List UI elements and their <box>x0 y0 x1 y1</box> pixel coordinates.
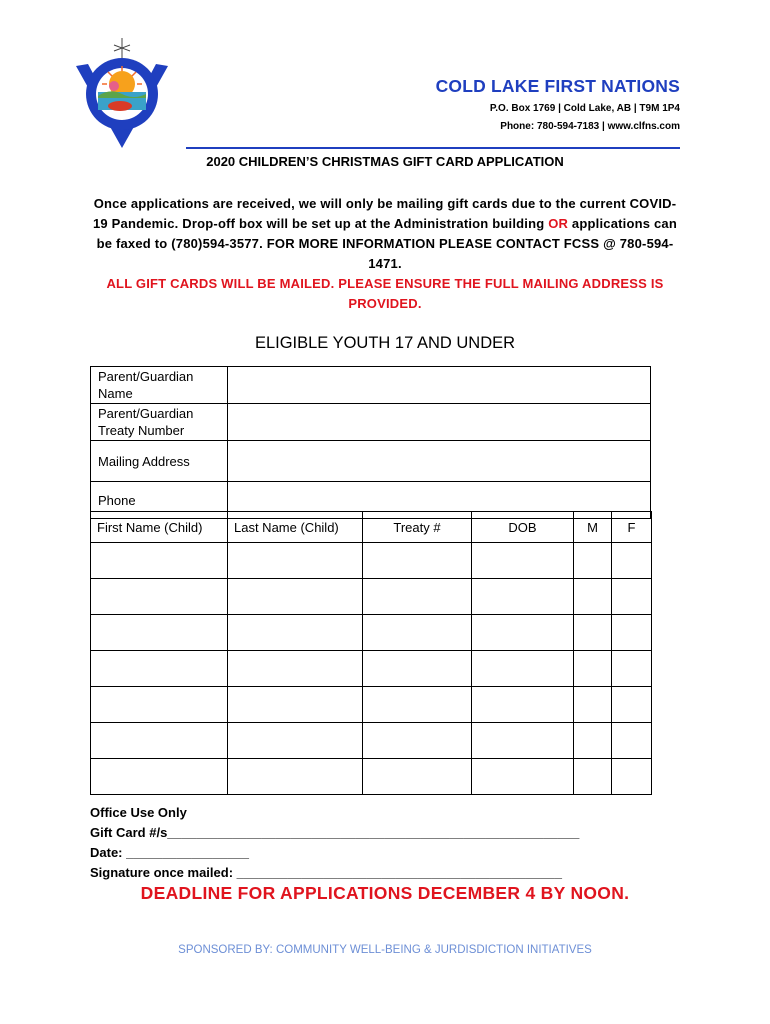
child-f-cell[interactable] <box>612 579 652 615</box>
child-last-name-cell[interactable] <box>228 687 363 723</box>
header-divider <box>186 147 680 149</box>
child-treaty-cell[interactable] <box>363 687 472 723</box>
cold-lake-first-nations-logo <box>70 36 172 152</box>
child-m-cell[interactable] <box>574 759 612 795</box>
child-f-cell[interactable] <box>612 615 652 651</box>
child-dob-cell[interactable] <box>472 687 574 723</box>
guardian-name-row <box>91 367 651 404</box>
child-last-name-cell[interactable] <box>228 579 363 615</box>
mailing-address-row <box>91 441 651 482</box>
child-first-name-cell[interactable] <box>91 687 228 723</box>
deadline-notice: DEADLINE FOR APPLICATIONS DECEMBER 4 BY NOON. <box>140 883 630 903</box>
child-row <box>91 579 652 615</box>
signature-field[interactable]: Signature once mailed: _____________________________________________ <box>90 865 562 880</box>
child-row <box>91 543 652 579</box>
office-use-section <box>90 803 579 883</box>
guardian-info-table <box>90 366 651 519</box>
child-m-cell[interactable] <box>574 579 612 615</box>
organization-contact: Phone: 780-594-7183 | www.clfns.com <box>500 121 680 132</box>
organization-address: P.O. Box 1769 | Cold Lake, AB | T9M 1P4 <box>489 103 680 114</box>
column-m: M <box>574 512 612 543</box>
child-first-name-cell[interactable] <box>91 651 228 687</box>
svg-text:❋: ❋ <box>119 138 125 144</box>
column-f: F <box>612 512 652 543</box>
child-last-name-cell[interactable] <box>228 759 363 795</box>
child-treaty-cell[interactable] <box>363 723 472 759</box>
child-first-name-cell[interactable] <box>91 543 228 579</box>
child-f-cell[interactable] <box>612 759 652 795</box>
mailing-address-field[interactable] <box>228 441 651 482</box>
child-f-cell[interactable] <box>612 687 652 723</box>
child-last-name-cell[interactable] <box>228 543 363 579</box>
children-table-body <box>91 543 652 795</box>
column-dob: DOB <box>472 512 574 543</box>
mailing-address-label: Mailing Address <box>91 441 228 482</box>
section-title: ELIGIBLE YOUTH 17 AND UNDER <box>254 334 516 352</box>
child-m-cell[interactable] <box>574 651 612 687</box>
child-first-name-cell[interactable] <box>91 615 228 651</box>
child-first-name-cell[interactable] <box>91 759 228 795</box>
child-first-name-cell[interactable] <box>91 579 228 615</box>
column-first-name: First Name (Child) <box>91 512 228 543</box>
treaty-number-field[interactable] <box>228 404 651 441</box>
child-row <box>91 615 652 651</box>
form-title: 2020 CHILDREN’S CHRISTMAS GIFT CARD APPLICATION <box>206 154 564 169</box>
child-row <box>91 759 652 795</box>
mailed-warning: ALL GIFT CARDS WILL BE MAILED. PLEASE ENSURE THE FULL MAILING ADDRESS IS PROVIDED. <box>106 276 664 311</box>
child-dob-cell[interactable] <box>472 723 574 759</box>
notice-paragraph <box>90 194 680 314</box>
child-f-cell[interactable] <box>612 543 652 579</box>
guardian-name-label: Parent/Guardian Name <box>91 367 228 404</box>
child-f-cell[interactable] <box>612 651 652 687</box>
column-treaty: Treaty # <box>363 512 472 543</box>
child-dob-cell[interactable] <box>472 579 574 615</box>
child-treaty-cell[interactable] <box>363 615 472 651</box>
organization-header <box>436 76 680 133</box>
child-last-name-cell[interactable] <box>228 615 363 651</box>
treaty-number-label: Parent/Guardian Treaty Number <box>91 404 228 441</box>
guardian-name-field[interactable] <box>228 367 651 404</box>
notice-text-part2: applications can be faxed to (780)594-3577. FOR MORE INFORMATION PLEASE CONTACT FCSS @ 780-594-1471. <box>96 216 677 271</box>
child-dob-cell[interactable] <box>472 759 574 795</box>
child-row <box>91 687 652 723</box>
organization-name: COLD LAKE FIRST NATIONS <box>435 76 680 96</box>
treaty-number-row <box>91 404 651 441</box>
child-treaty-cell[interactable] <box>363 579 472 615</box>
notice-or: OR <box>548 216 569 231</box>
child-row <box>91 651 652 687</box>
date-field[interactable]: Date: _________________ <box>90 845 250 860</box>
children-table-header <box>91 512 652 543</box>
child-m-cell[interactable] <box>574 543 612 579</box>
child-dob-cell[interactable] <box>472 615 574 651</box>
children-table <box>90 511 652 795</box>
gift-card-field[interactable]: Gift Card #/s_________________________________________________________ <box>90 825 580 840</box>
child-m-cell[interactable] <box>574 723 612 759</box>
child-dob-cell[interactable] <box>472 651 574 687</box>
child-row <box>91 723 652 759</box>
child-f-cell[interactable] <box>612 723 652 759</box>
child-m-cell[interactable] <box>574 687 612 723</box>
child-dob-cell[interactable] <box>472 543 574 579</box>
child-last-name-cell[interactable] <box>228 723 363 759</box>
sponsor-footer: SPONSORED BY: COMMUNITY WELL-BEING & JURDISDICTION INITIATIVES <box>178 944 592 956</box>
child-m-cell[interactable] <box>574 615 612 651</box>
child-treaty-cell[interactable] <box>363 651 472 687</box>
child-last-name-cell[interactable] <box>228 651 363 687</box>
office-use-title: Office Use Only <box>90 805 187 820</box>
child-treaty-cell[interactable] <box>363 543 472 579</box>
child-treaty-cell[interactable] <box>363 759 472 795</box>
phone-label: Phone <box>91 482 228 519</box>
notice-text-part1: Once applications are received, we will only be mailing gift cards due to the current COVID-19 Pandemic. Drop-off box will be set up at the Administration building <box>92 196 677 231</box>
column-last-name: Last Name (Child) <box>228 512 363 543</box>
child-first-name-cell[interactable] <box>91 723 228 759</box>
